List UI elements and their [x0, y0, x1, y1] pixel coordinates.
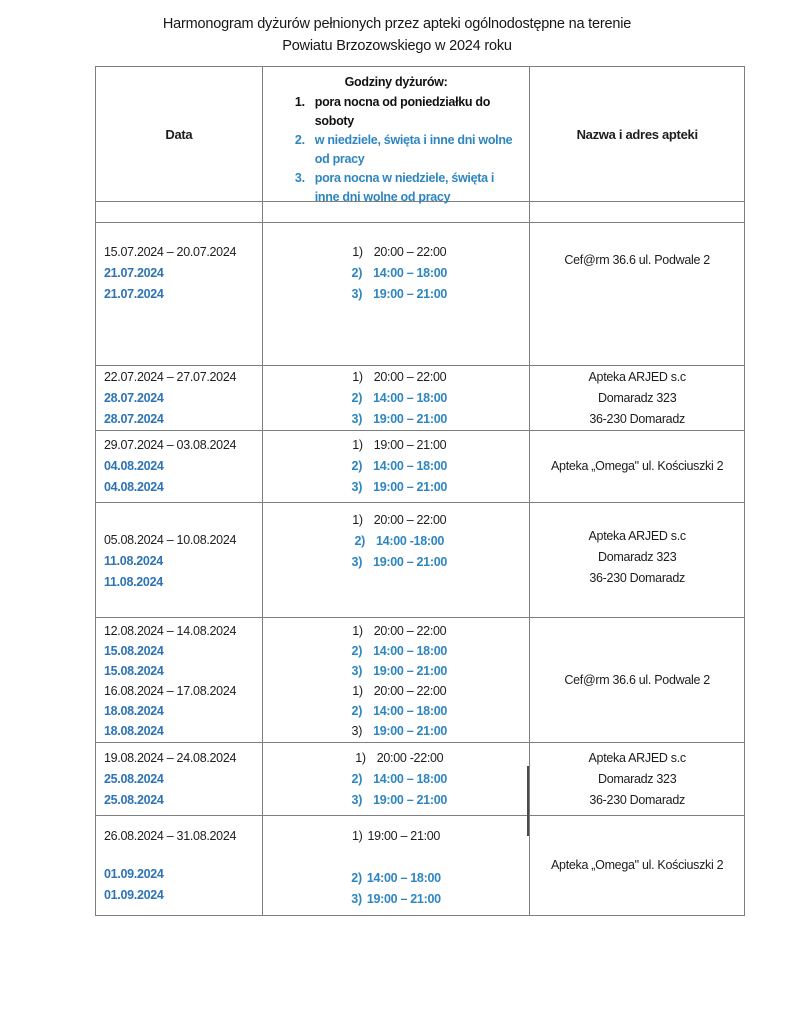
pharmacy-line: Apteka ARJED s.c	[588, 750, 686, 765]
spacer-cell	[530, 202, 745, 223]
time-value: 14:00 -18:00	[376, 534, 445, 548]
pharmacy-cell	[530, 618, 745, 743]
dates-cell	[96, 503, 263, 618]
time-value: 14:00 – 18:00	[373, 704, 448, 718]
time-number: 2)	[351, 704, 363, 718]
table-row	[96, 431, 745, 503]
dates-cell	[96, 816, 263, 916]
time-line	[352, 826, 440, 847]
time-line	[345, 552, 447, 573]
pharmacy-cell	[530, 503, 745, 618]
time-number: 2)	[351, 771, 363, 786]
date-line: 18.08.2024	[104, 704, 164, 718]
time-line	[345, 721, 447, 741]
date-line: 04.08.2024	[104, 459, 164, 473]
date-line: 05.08.2024 – 10.08.2024	[104, 533, 237, 547]
time-number: 1)	[352, 369, 363, 384]
time-line	[346, 681, 447, 701]
time-line	[345, 284, 447, 305]
time-number: 2)	[354, 534, 366, 548]
time-value: 19:00 – 21:00	[373, 287, 448, 301]
list-item-text: w niedziele, święta i inne dni wolne od pracy	[314, 133, 513, 166]
time-line	[351, 868, 440, 889]
pharmacy-line: 36-230 Domaradz	[589, 571, 685, 585]
list-item-number: 1.	[294, 95, 305, 109]
time-number: 2)	[351, 459, 363, 473]
spacer-cell	[96, 202, 263, 223]
time-number: 3)	[351, 287, 363, 301]
time-line	[345, 409, 447, 430]
time-number: 3)	[351, 480, 363, 494]
pharmacy-line: 36-230 Domaradz	[589, 411, 685, 426]
duty-hours-list-item	[289, 131, 530, 169]
time-value: 19:00 – 21:00	[373, 664, 448, 678]
pharmacy-cell	[530, 816, 745, 916]
date-line: 15.07.2024 – 20.07.2024	[104, 245, 237, 259]
times-cell	[263, 223, 531, 366]
time-value: 14:00 – 18:00	[373, 459, 448, 473]
time-line	[345, 641, 447, 661]
time-value: 19:00 – 21:00	[373, 411, 448, 426]
schedule-table	[95, 66, 745, 916]
time-number: 2)	[351, 266, 363, 280]
time-line	[348, 531, 444, 552]
time-value: 14:00 – 18:00	[373, 266, 448, 280]
header-cell-pharmacy	[530, 67, 745, 202]
time-value: 19:00 – 21:00	[373, 724, 448, 738]
time-value: 19:00 – 21:00	[373, 480, 448, 494]
table-row	[96, 503, 745, 618]
table-row	[96, 366, 745, 431]
pharmacy-line: Apteka „Omega" ul. Kościuszki 2	[551, 858, 724, 872]
time-value: 20:00 -22:00	[376, 750, 444, 765]
time-value: 19:00 – 21:00	[373, 555, 448, 569]
time-line	[346, 435, 447, 456]
date-line: 12.08.2024 – 14.08.2024	[104, 624, 237, 638]
duty-hours-list	[263, 93, 530, 207]
times-cell	[263, 366, 531, 431]
time-value: 19:00 – 21:00	[373, 438, 447, 452]
pharmacy-cell	[530, 743, 745, 816]
times-cell	[263, 743, 531, 816]
spacer-cell	[263, 202, 531, 223]
pharmacy-line: Apteka ARJED s.c	[588, 369, 686, 384]
date-line: 22.07.2024 – 27.07.2024	[104, 369, 237, 384]
date-line: 25.08.2024	[104, 792, 164, 807]
list-item-number: 2.	[294, 133, 305, 147]
time-number: 1)	[352, 624, 363, 638]
time-value: 14:00 – 18:00	[366, 871, 441, 885]
document-title-line2: Powiatu Brzozowskiego w 2024 roku	[282, 38, 512, 54]
date-line: 28.07.2024	[104, 390, 164, 405]
time-value: 20:00 – 22:00	[373, 513, 447, 527]
time-number: 2)	[351, 644, 363, 658]
table-row	[96, 816, 745, 916]
time-number: 1)	[352, 245, 363, 259]
times-cell	[263, 503, 531, 618]
date-line: 28.07.2024	[104, 411, 164, 426]
time-line	[351, 889, 440, 910]
header-cell-duty-hours	[263, 67, 531, 202]
time-value: 20:00 – 22:00	[373, 369, 447, 384]
date-line: 29.07.2024 – 03.08.2024	[104, 438, 237, 452]
time-value: 14:00 – 18:00	[373, 771, 448, 786]
time-number: 3)	[351, 664, 363, 678]
pharmacy-line: Cef@rm 36.6 ul. Podwale 2	[564, 672, 710, 687]
time-line	[346, 367, 447, 388]
time-number: 3)	[351, 555, 363, 569]
times-cell	[263, 431, 531, 503]
time-number: 3)	[351, 724, 363, 738]
pharmacy-line: Domaradz 323	[597, 550, 677, 564]
date-line: 18.08.2024	[104, 724, 164, 738]
date-line: 01.09.2024	[104, 888, 164, 902]
time-number: 3)	[351, 792, 363, 807]
time-number: 1)	[352, 684, 363, 698]
date-line: 01.09.2024	[104, 867, 164, 881]
time-line	[345, 701, 447, 721]
date-line: 26.08.2024 – 31.08.2024	[104, 829, 237, 843]
time-number: 2)	[351, 871, 362, 885]
time-line	[345, 388, 447, 409]
time-line	[349, 748, 444, 769]
time-number: 1)	[355, 750, 366, 765]
pharmacy-line: 36-230 Domaradz	[589, 792, 685, 807]
duty-hours-title: Godziny dyżurów:	[344, 75, 448, 89]
time-number: 1)	[352, 438, 363, 452]
time-number: 3)	[351, 892, 362, 906]
date-line: 15.08.2024	[104, 664, 164, 678]
dates-cell	[96, 431, 263, 503]
date-line: 11.08.2024	[104, 575, 163, 589]
list-item-number: 3.	[294, 171, 305, 185]
date-line: 04.08.2024	[104, 480, 164, 494]
date-line: 16.08.2024 – 17.08.2024	[104, 684, 237, 698]
header-pharmacy-label: Nazwa i adres apteki	[576, 126, 698, 142]
time-line	[346, 510, 447, 531]
time-line	[345, 263, 447, 284]
time-line	[345, 769, 447, 790]
stray-border-artifact	[527, 766, 529, 836]
list-item-text: pora nocna w niedziele, święta i inne dni wolne od pracy	[314, 171, 495, 204]
duty-hours-list-item	[289, 93, 530, 131]
table-body	[96, 223, 745, 916]
time-value: 14:00 – 18:00	[373, 390, 448, 405]
times-cell	[263, 816, 531, 916]
document-title-line1: Harmonogram dyżurów pełnionych przez apteki ogólnodostępne na terenie	[162, 16, 632, 32]
dates-cell	[96, 618, 263, 743]
pharmacy-line: Apteka ARJED s.c	[588, 529, 686, 543]
times-cell	[263, 618, 531, 743]
date-line: 19.08.2024 – 24.08.2024	[104, 750, 237, 765]
time-number: 1)	[352, 829, 363, 843]
date-line: 25.08.2024	[104, 771, 164, 786]
table-row	[96, 743, 745, 816]
date-line: 21.07.2024	[104, 287, 164, 301]
time-value: 19:00 – 21:00	[367, 829, 441, 843]
dates-cell	[96, 223, 263, 366]
pharmacy-cell	[530, 366, 745, 431]
dates-cell	[96, 366, 263, 431]
date-line: 11.08.2024	[104, 554, 163, 568]
header-date-label: Data	[165, 126, 193, 142]
time-line	[345, 456, 447, 477]
pharmacy-line: Domaradz 323	[597, 771, 677, 786]
list-item-text: pora nocna od poniedziałku do soboty	[314, 95, 491, 128]
spacer-row	[96, 202, 745, 223]
time-line	[345, 477, 447, 498]
pharmacy-line: Cef@rm 36.6 ul. Podwale 2	[564, 253, 710, 267]
date-line: 15.08.2024	[104, 644, 164, 658]
header-cell-date	[96, 67, 263, 202]
time-number: 3)	[351, 411, 363, 426]
time-number: 2)	[351, 390, 363, 405]
dates-cell	[96, 743, 263, 816]
time-value: 20:00 – 22:00	[373, 624, 447, 638]
table-header-row	[96, 67, 745, 202]
time-value: 19:00 – 21:00	[373, 792, 448, 807]
time-value: 20:00 – 22:00	[373, 245, 447, 259]
date-line: 21.07.2024	[104, 266, 164, 280]
time-value: 14:00 – 18:00	[373, 644, 448, 658]
pharmacy-cell	[530, 223, 745, 366]
pharmacy-line: Domaradz 323	[597, 390, 677, 405]
time-number: 1)	[352, 513, 363, 527]
pharmacy-line: Apteka „Omega" ul. Kościuszki 2	[551, 459, 724, 473]
time-line	[346, 242, 447, 263]
time-line	[345, 661, 447, 681]
time-line	[346, 621, 447, 641]
table-row	[96, 618, 745, 743]
document-title	[0, 13, 794, 57]
time-value: 19:00 – 21:00	[366, 892, 441, 906]
time-line	[345, 790, 447, 811]
time-value: 20:00 – 22:00	[373, 684, 447, 698]
table-row	[96, 223, 745, 366]
pharmacy-cell	[530, 431, 745, 503]
